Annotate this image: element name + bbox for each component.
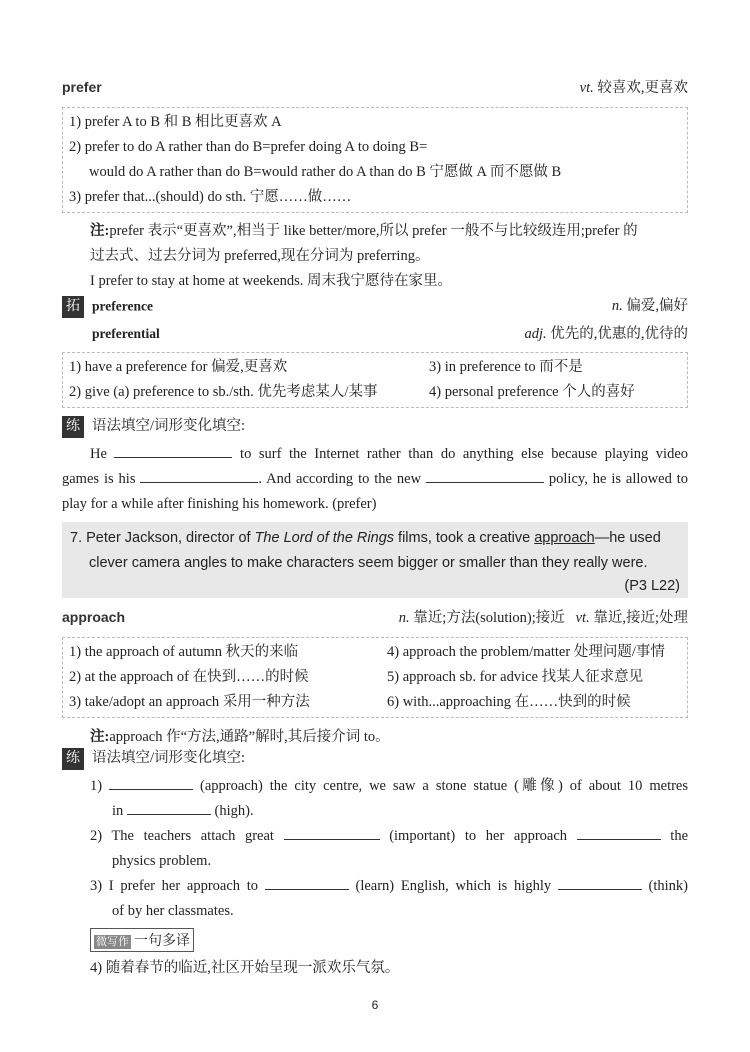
pos: n. (398, 610, 410, 626)
headword: approach (62, 609, 126, 625)
text: 2) The teachers attach great (90, 828, 274, 844)
text: clever camera angles to make characters seem bigger or smaller than they really were. (89, 555, 648, 571)
micro-writing-title: 一句多译 (134, 932, 190, 948)
key-sentence-box (62, 522, 688, 598)
meaning: 偏爱,偏好 (626, 298, 688, 314)
phrase: 3) in preference to 而不是 (429, 359, 583, 375)
example: I prefer to stay at home at weekends. 周末我宁愿待在家里。 (90, 273, 453, 289)
answer-blank[interactable] (127, 801, 211, 815)
answer-blank[interactable] (284, 826, 380, 840)
phrase: 5) approach sb. for advice 找某人征求意见 (387, 669, 644, 685)
film-title: The Lord of the Rings (254, 530, 395, 546)
meaning: 较喜欢,更喜欢 (597, 80, 688, 96)
practice-2 (62, 746, 688, 981)
approach-entry (62, 606, 688, 750)
phrase: 4) personal preference 个人的喜好 (429, 384, 635, 400)
text: 3) I prefer her approach to (90, 878, 259, 894)
text: 1) (90, 778, 103, 794)
text: (high). (214, 803, 254, 819)
phrase: 2) give (a) preference to sb./sth. 优先考虑某人/某事 (69, 384, 378, 400)
answer-blank[interactable] (558, 876, 642, 890)
phrase: 2) prefer to do A rather than do B=prefer doing A to doing B= (69, 139, 428, 155)
answer-blank[interactable] (577, 826, 661, 840)
micro-writing-label (90, 928, 194, 952)
phrase-box (62, 637, 688, 718)
text: (think) (648, 878, 688, 894)
practice-title: 语法填空/词形变化填空: (92, 418, 246, 434)
text: the (670, 828, 689, 844)
practice-title: 语法填空/词形变化填空: (92, 750, 246, 766)
prefer-entry (62, 76, 688, 294)
text: to surf the Internet rather than do anything else because playing video (240, 446, 689, 462)
text: . And according to the new (258, 471, 422, 487)
text: policy, he is allowed to (548, 471, 689, 487)
answer-blank[interactable] (426, 469, 544, 483)
phrase: 3) take/adopt an approach 采用一种方法 (69, 694, 310, 710)
note-label: 注: (90, 729, 110, 745)
practice-tag: 练 (62, 416, 84, 438)
meaning: 靠近;方法(solution);接近 (413, 610, 565, 626)
text: of by her classmates. (112, 903, 234, 919)
page-number: 6 (371, 998, 379, 1012)
text: films, took a creative (394, 530, 535, 546)
phrase-box (62, 352, 688, 408)
extend-tag: 拓 (62, 296, 84, 318)
note: prefer 表示“更喜欢”,相当于 like better/more,所以 prefer 一般不与比较级连用;prefer 的 (109, 223, 638, 239)
text: —he used (594, 530, 661, 546)
sentence-number: 7. (70, 530, 83, 546)
answer-blank[interactable] (109, 776, 193, 790)
headword: prefer (62, 79, 102, 95)
phrase: 4) approach the problem/matter 处理问题/事情 (387, 644, 665, 660)
pos: vt. (579, 80, 594, 96)
phrase: would do A rather than do B=would rather do A than do B 宁愿做 A 而不愿做 B (89, 164, 562, 180)
text: in (112, 803, 124, 819)
answer-blank[interactable] (114, 444, 232, 458)
text: (approach) the city centre, we saw a stone statue (雕像) of about 10 metres (200, 778, 689, 794)
text: Peter Jackson, director of (86, 530, 255, 546)
text: (learn) English, which is highly (355, 878, 552, 894)
headword: preference (92, 298, 153, 313)
practice-tag: 练 (62, 748, 84, 770)
pos: vt. (575, 610, 590, 626)
phrase: 1) prefer A to B 和 B 相比更喜欢 A (69, 114, 282, 130)
reference: (P3 L22) (624, 578, 680, 594)
key-word: approach (534, 530, 595, 546)
text: physics problem. (112, 853, 212, 869)
phrase: 1) the approach of autumn 秋天的来临 (69, 644, 299, 660)
pos: n. (611, 298, 623, 314)
text: games is his (62, 471, 136, 487)
micro-writing-tag: 微写作 (96, 936, 129, 948)
note: approach 作“方法,通路”解时,其后接介词 to。 (109, 729, 390, 745)
headword: preferential (92, 326, 160, 341)
answer-blank[interactable] (265, 876, 349, 890)
answer-blank[interactable] (140, 469, 258, 483)
extend-section (62, 294, 688, 408)
phrase: 1) have a preference for 偏爱,更喜欢 (69, 359, 288, 375)
meaning: 靠近,接近;处理 (593, 610, 688, 626)
phrase: 3) prefer that...(should) do sth. 宁愿……做…… (69, 189, 352, 205)
phrase: 6) with...approaching 在……快到的时候 (387, 694, 631, 710)
translation-question: 4) 随着春节的临近,社区开始呈现一派欢乐气氛。 (90, 960, 400, 976)
text: (important) to her approach (389, 828, 568, 844)
note-label: 注: (90, 223, 110, 239)
text: play for a while after finishing his homework. (prefer) (62, 496, 377, 512)
phrase-box (62, 107, 688, 213)
text: He (90, 446, 107, 462)
phrase: 2) at the approach of 在快到……的时候 (69, 669, 309, 685)
note: 过去式、过去分词为 preferred,现在分词为 preferring。 (90, 248, 430, 264)
pos: adj. (524, 326, 547, 342)
meaning: 优先的,优惠的,优待的 (550, 326, 688, 342)
practice-1 (62, 414, 688, 517)
